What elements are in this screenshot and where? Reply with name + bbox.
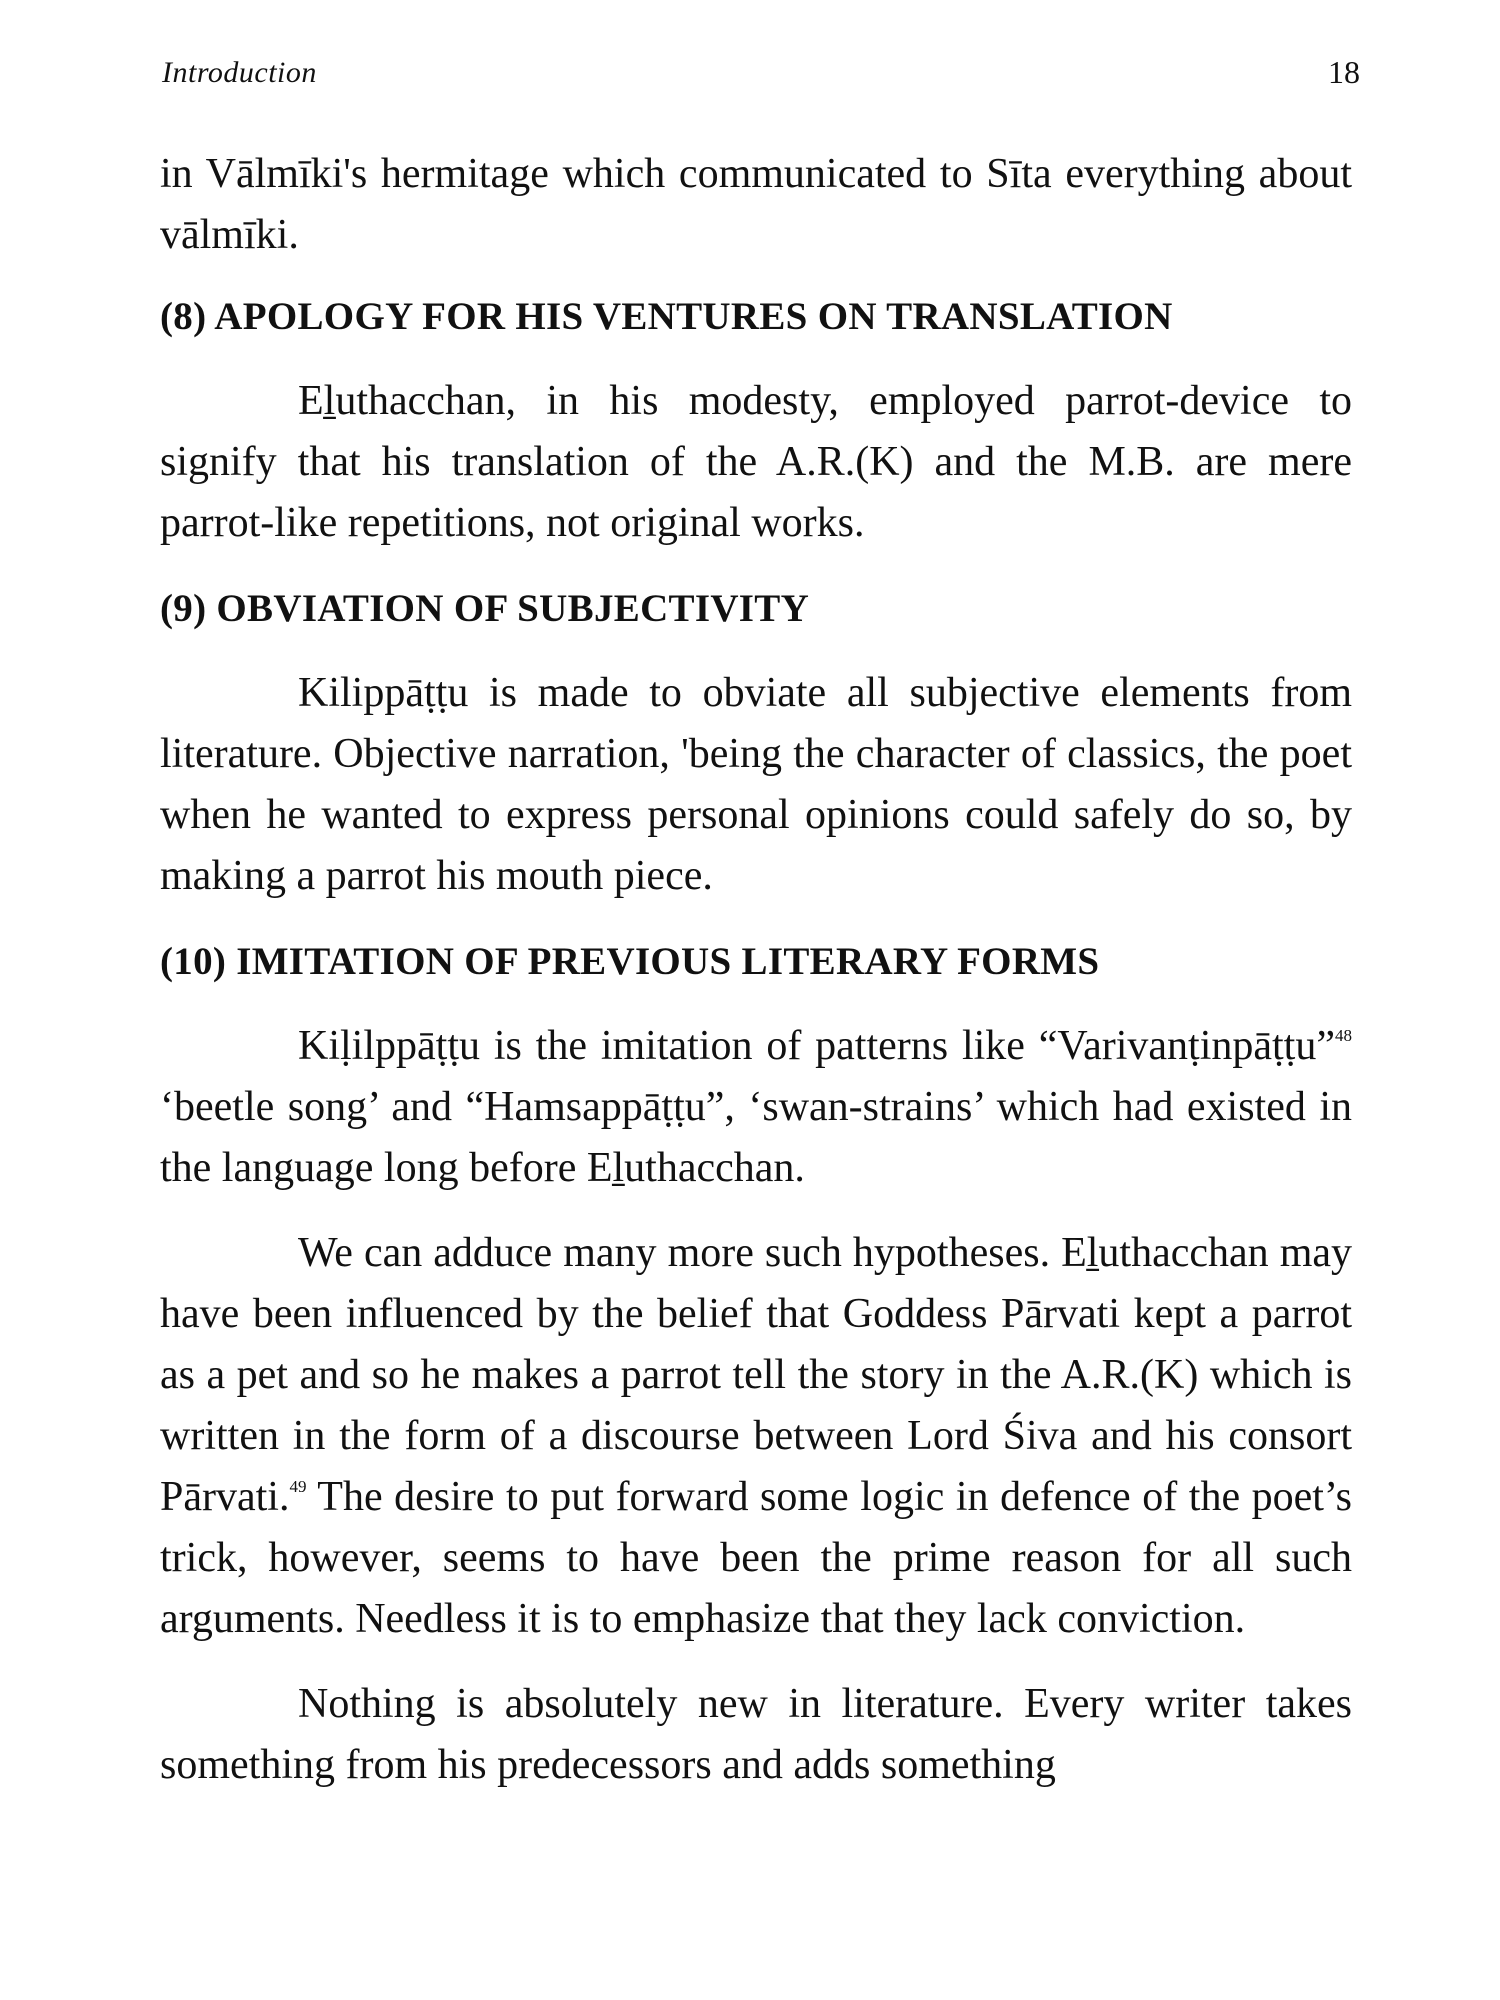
page-number: 18 xyxy=(1328,54,1360,90)
footnote-marker-49: 49 xyxy=(289,1477,307,1496)
paragraph-12: Nothing is absolutely new in literature. Every writer takes something from his predecessors and adds something xyxy=(160,1681,1352,1788)
footnote-marker-48: 48 xyxy=(1335,1026,1352,1045)
section-heading-8: (8) APOLOGY FOR HIS VENTURES ON TRANSLATION xyxy=(160,295,1173,338)
paragraph-10-part-1: Kiḷilppāṭṭu is the imitation of patterns like “Varivanṭinpāṭṭu” xyxy=(298,1023,1335,1069)
paragraph-11-part-1: We can adduce many more such hypotheses. Eḻuthacchan may have been influenced by the belief that Goddess Pārvati kept a parrot as a pet and so he makes a parrot tell the story in the A.R.(K) which is written in the form of a discourse between Lord Śiva and his consort Pārvati. xyxy=(160,1230,1352,1520)
paragraph-11-part-2: The desire to put forward some logic in defence of the poet’s trick, however, seems to have been the prime reason for all such arguments. Needless it is to emphasize that they lack conviction. xyxy=(160,1474,1352,1642)
section-heading-10: (10) IMITATION OF PREVIOUS LITERARY FORMS xyxy=(160,940,1100,983)
paragraph-10-part-2: ‘beetle song’ and “Hamsappāṭṭu”, ‘swan-strains’ which had existed in the language long before Eḻuthacchan. xyxy=(160,1084,1352,1191)
paragraph-10 xyxy=(160,1016,1352,1199)
body-text xyxy=(160,144,1352,1820)
paragraph-8: Eḻuthacchan, in his modesty, employed parrot-device to signify that his translation of the A.R.(K) and the M.B. are mere parrot-like repetitions, not original works. xyxy=(160,378,1352,546)
continued-paragraph: in Vālmīki's hermitage which communicated to Sīta everything about vālmīki. xyxy=(160,151,1352,258)
running-head: Introduction xyxy=(162,56,317,89)
paragraph-9: Kilippāṭṭu is made to obviate all subjective elements from literature. Objective narration, 'being the character of classics, the poet when he wanted to express personal opinions could safely do so, by making a parrot his mouth piece. xyxy=(160,670,1352,899)
section-heading-9: (9) OBVIATION OF SUBJECTIVITY xyxy=(160,587,810,630)
paragraph-11 xyxy=(160,1223,1352,1650)
